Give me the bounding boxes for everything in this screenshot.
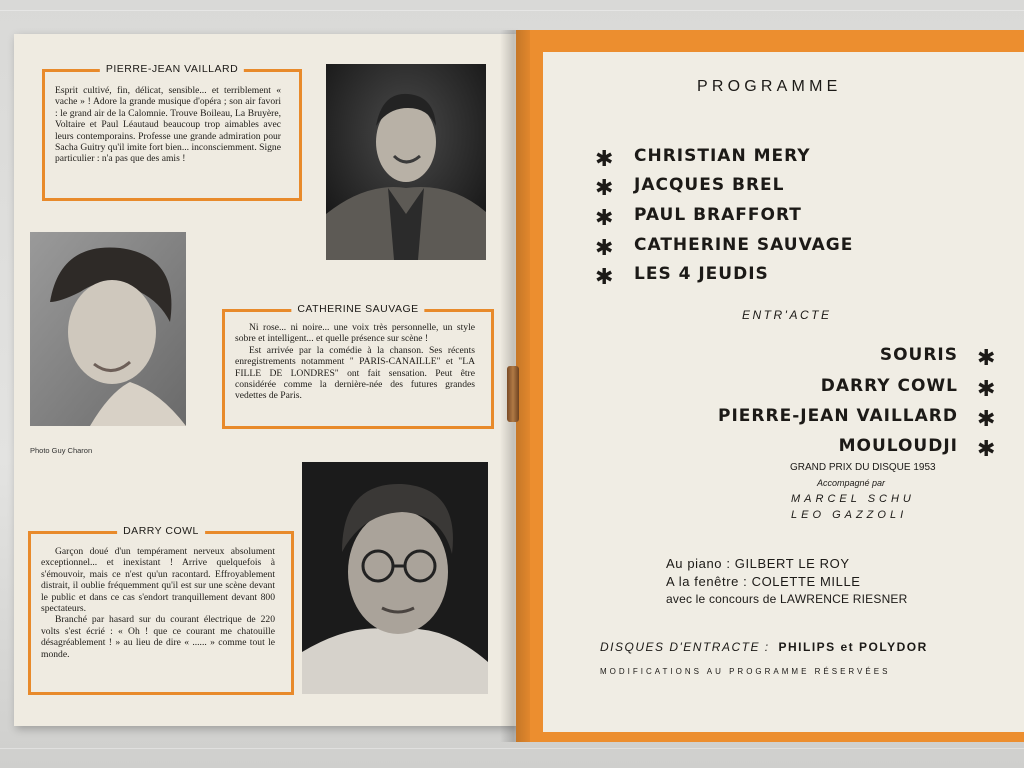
act-8: PIERRE-JEAN VAILLARD — [718, 406, 958, 426]
records-line — [600, 640, 928, 654]
bio-text-sauvage: Ni rose... ni noire... une voix très personnelle, un style sobre et intelligent... et quelle présence sur scène ! Est arrivée par la comédie à la chanson. Ses récents enregistrements notamment " PARIS-CANAILLE" et "LA FILLE DE LONDRES" ont fait sensation. Peut être considérée comme la dernière-née des futures grandes vedettes de Paris. — [235, 322, 475, 402]
act-1: CHRISTIAN MERY — [634, 146, 811, 166]
photo-sauvage — [30, 232, 186, 426]
act-3: PAUL BRAFFORT — [634, 205, 802, 225]
program-notice: MODIFICATIONS AU PROGRAMME RÉSERVÉES — [600, 667, 891, 676]
act-9: MOULOUDJI — [838, 436, 958, 456]
piano-line: Au piano : GILBERT LE ROY — [666, 556, 850, 571]
act-4: CATHERINE SAUVAGE — [634, 235, 854, 255]
star-icon: ✱ — [977, 437, 996, 462]
bio-name-sauvage: CATHERINE SAUVAGE — [291, 303, 424, 315]
photo-vaillard — [326, 64, 486, 260]
star-icon: ✱ — [977, 377, 996, 402]
star-icon: ✱ — [595, 176, 614, 201]
bio-text-cowl: Garçon doué d'un tempérament nerveux absolument exceptionnel... et inexistant ! Arrive quelquefois à s'émouvoir, mais ce n'est qu'un racontard. Effroyablement distrait, il oublie fréquemment qu'il est sur une scène devant le public et dans ce cas s'endort tranquillement devant 800 spectateurs. Branché par hasard sur du courant électrique de 220 volts s'est écrié : « Oh ! que ce courant me chatouille désagréablement ! » au lieu de dire « ...... » comme tout le monde. — [41, 546, 275, 660]
bio-box-vaillard — [42, 63, 302, 201]
star-icon: ✱ — [595, 147, 614, 172]
accompanist-2: LEO GAZZOLI — [791, 509, 908, 521]
bio-box-sauvage — [222, 303, 494, 429]
photo-credit: Photo Guy Charon — [30, 446, 93, 455]
window-line: A la fenêtre : COLETTE MILLE — [666, 574, 861, 589]
records-label: DISQUES D'ENTRACTE : — [600, 640, 770, 654]
act-5: LES 4 JEUDIS — [634, 264, 769, 284]
star-icon: ✱ — [595, 236, 614, 261]
accompanied-by: Accompagné par — [817, 478, 886, 488]
intermission-label: ENTR'ACTE — [742, 308, 832, 322]
records-brands: PHILIPS et POLYDOR — [778, 640, 928, 654]
bio-name-vaillard: PIERRE-JEAN VAILLARD — [100, 63, 244, 75]
star-icon: ✱ — [977, 407, 996, 432]
star-icon: ✱ — [595, 265, 614, 290]
photo-cowl — [302, 462, 488, 694]
star-icon: ✱ — [595, 206, 614, 231]
accompanist-1: MARCEL SCHU — [791, 493, 915, 505]
act-2: JACQUES BREL — [634, 175, 785, 195]
act-6: SOURIS — [879, 345, 958, 365]
prize-line: GRAND PRIX DU DISQUE 1953 — [790, 462, 936, 473]
support-line: avec le concours de LAWRENCE RIESNER — [666, 592, 908, 606]
bio-text-vaillard: Esprit cultivé, fin, délicat, sensible... et terriblement « vache » ! Adore la grande musique d'opéra ; son air favori : le grand air de la Calomnie. Trouve Boileau, La Bruyère, Voltaire et Paul Léautaud beaucoup trop aimables avec leurs contemporains. Professe une grande admiration pour Sacha Guitry qu'il imite fort bien... inconsciemment. Signe particulier : n'a pas que des amis ! — [55, 85, 281, 165]
staple — [507, 366, 519, 422]
act-7: DARRY COWL — [820, 376, 958, 396]
programme-title: PROGRAMME — [697, 78, 842, 95]
bio-name-cowl: DARRY COWL — [117, 525, 205, 537]
bio-box-cowl — [28, 525, 294, 695]
star-icon: ✱ — [977, 346, 996, 371]
